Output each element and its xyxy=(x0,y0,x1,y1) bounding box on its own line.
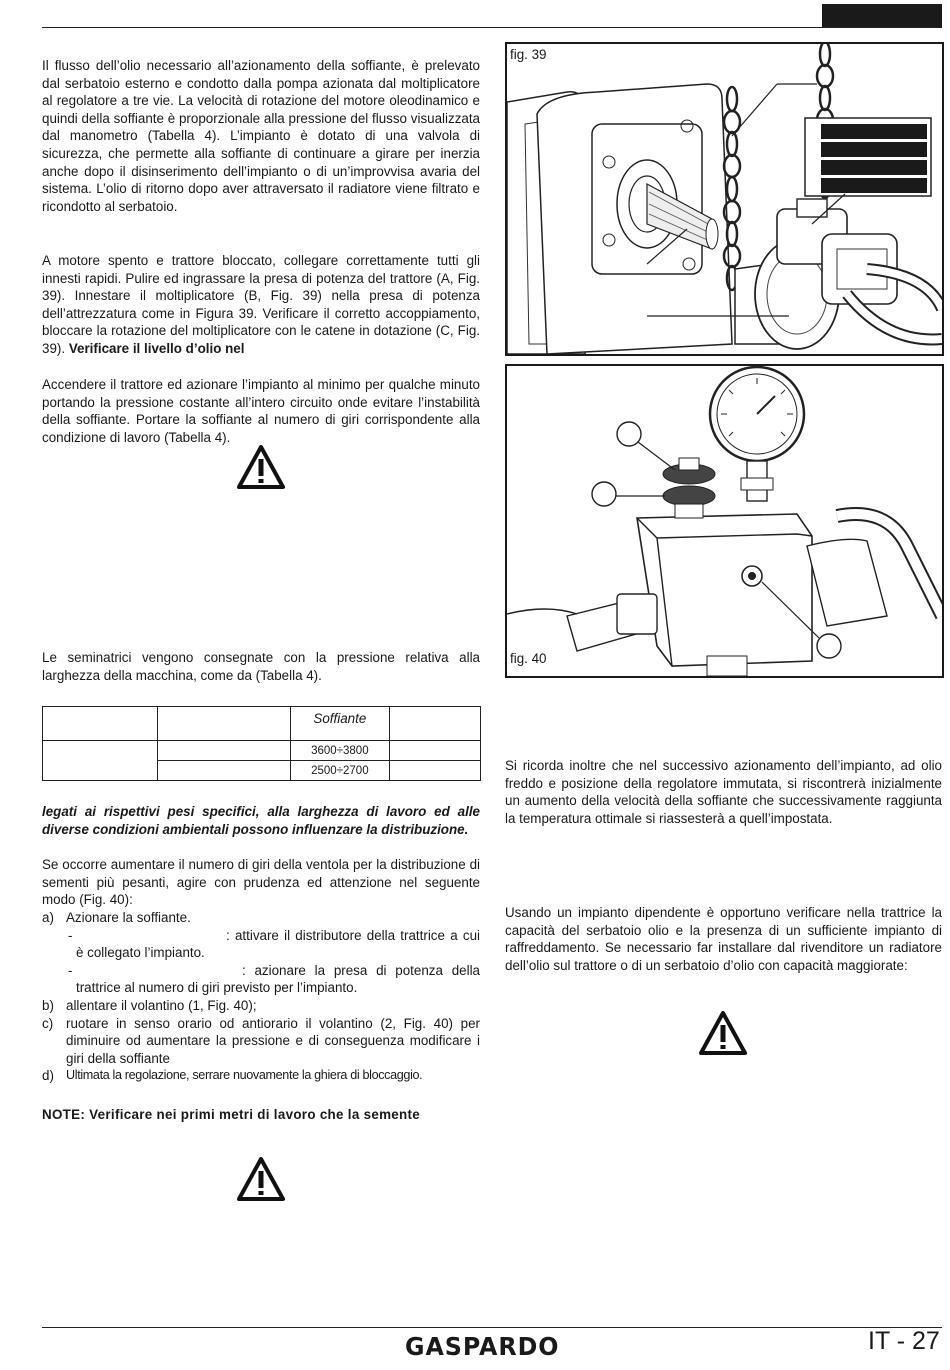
list-text: allentare il volantino (1, Fig. 40); xyxy=(66,997,257,1013)
table-cell xyxy=(389,707,480,741)
table-4 xyxy=(42,706,481,781)
connection-bold: Verificare il livello d’olio nel xyxy=(68,340,245,356)
paragraph-startup: Accendere il trattore ed azionare l’impianto al minimo per qualche minuto portando la pressione costante all’intero circuito onde evitare l’instabilità della soffiante. Portare la soffiante al numero di giri corrispondente alla condizione di lavoro (Tabella 4). xyxy=(42,377,480,445)
warning-triangle-icon xyxy=(237,445,285,489)
list-subitem xyxy=(42,927,480,962)
table-cell xyxy=(389,761,480,781)
paragraph-seed-note: legati ai rispettivi pesi specifici, alla larghezza di lavoro ed alle diverse condizioni ambientali possono influenzare la distribuzione. xyxy=(42,804,480,837)
page-number: IT - 27 xyxy=(868,1327,940,1355)
footer-rule xyxy=(42,1327,942,1328)
list-text: Azionare la soffiante. xyxy=(66,910,191,925)
list-subtext: : azionare la presa di potenza della trattrice al numero di giri previsto per l’impianto. xyxy=(76,962,480,996)
figure-39 xyxy=(505,42,944,356)
list-label: c) xyxy=(42,1015,54,1031)
figure-40 xyxy=(505,364,944,678)
list-item xyxy=(42,1015,480,1068)
list-item xyxy=(42,1067,480,1085)
list-subitem xyxy=(42,962,480,997)
figure-40-drawing xyxy=(507,366,942,676)
figure-39-drawing xyxy=(507,44,942,354)
list-subtext: : attivare il distributore della trattrice a cui è collegato l’impianto. xyxy=(76,927,480,961)
list-text: Ultimata la regolazione, serrare nuovamente la ghiera di bloccaggio. xyxy=(66,1068,423,1083)
figure-39-label: fig. 39 xyxy=(510,47,547,62)
paragraph-connection xyxy=(42,252,480,358)
connection-text: A motore spento e trattore bloccato, collegare correttamente tutti gli innesti rapidi. Pulire ed ingrassare la presa di potenza del trattore (A, Fig. 39). Innestare il moltiplicatore (B, Fig. 39) nella presa di potenza dell’attrezzatura come in Figura 39. Verificare il corretto accoppiamento, bloccare la rotazione del moltiplicatore con le catene in dotazione (C, Fig. 39). xyxy=(42,253,480,356)
table-header-soffiante: Soffiante xyxy=(291,707,390,741)
warning-triangle-icon xyxy=(699,1011,747,1055)
list-label: b) xyxy=(42,997,54,1013)
paragraph-increase: Se occorre aumentare il numero di giri della ventola per la distribuzione di sementi più pesanti, agire con prudenza ed attenzione nel seguente modo (Fig. 40): xyxy=(42,857,480,908)
list-dash: - xyxy=(68,927,73,943)
table-cell xyxy=(389,741,480,761)
list-label: a) xyxy=(42,910,54,925)
paragraph-delivery: Le seminatrici vengono consegnate con la pressione relativa alla larghezza della macchina, come da (Tabella 4). xyxy=(42,650,480,683)
list-dash: - xyxy=(68,962,73,978)
list-item xyxy=(42,997,480,1015)
table-cell xyxy=(43,741,158,781)
warning-triangle-icon xyxy=(237,1157,285,1201)
procedure-list xyxy=(42,909,480,1085)
brand-logo: GASPARDO xyxy=(405,1332,560,1361)
paragraph-dependent-system: Usando un impianto dipendente è opportuno verificare nella trattrice la capacità del serbatoio olio e la presenza di un sufficiente impianto di raffreddamento. Se necessario far installare dal rivenditore un radiatore dell’olio sul trattore o di un serbatoio d’olio con capacità maggiorate: xyxy=(505,905,942,973)
list-text: ruotare in senso orario od antiorario il volantino (2, Fig. 40) per diminuire od aumentare la pressione e di conseguenza modificare i giri della soffiante xyxy=(66,1015,480,1066)
table-cell xyxy=(43,707,158,741)
table-cell xyxy=(158,761,291,781)
list-label: d) xyxy=(42,1068,54,1084)
paragraph-cold-oil: Si ricorda inoltre che nel successivo azionamento dell’impianto, ad olio freddo e posizione della regolatore immutata, si riscontrerà inizialmente un aumento della velocità della soffiante che successivamente raggiunta la temperatura ottimale si riassesterà a quell’impostata. xyxy=(505,758,942,826)
paragraph-oil-flow: Il flusso dell’olio necessario all’azionamento della soffiante, è prelevato dal serbatoio esterno e condotto dalla pompa azionata dal moltiplicatore al regolatore a tre vie. La velocità di rotazione del motore oleodinamico e quindi della soffiante è proporzionale alla pressione del flusso visualizzata dal manometro (Tabella 4). L’impianto è dotato di una valvola di sicurezza, che permette alla soffiante di continuare a girare per inerzia anche dopo il disinserimento dell’impianto o di un’improvvisa avaria del sistema. L’olio di ritorno dopo aver attraversato il radiatore viene filtrato e ricondotto al serbatoio. xyxy=(42,58,480,214)
list-item xyxy=(42,909,480,927)
table-value: 2500÷2700 xyxy=(291,761,390,781)
figure-40-label: fig. 40 xyxy=(510,651,547,666)
section-tab xyxy=(822,4,942,27)
table-value: 3600÷3800 xyxy=(291,741,390,761)
table-cell xyxy=(158,741,291,761)
header-rule xyxy=(42,27,942,28)
paragraph-note: NOTE: Verificare nei primi metri di lavoro che la semente xyxy=(42,1107,421,1122)
table-cell xyxy=(158,707,291,741)
